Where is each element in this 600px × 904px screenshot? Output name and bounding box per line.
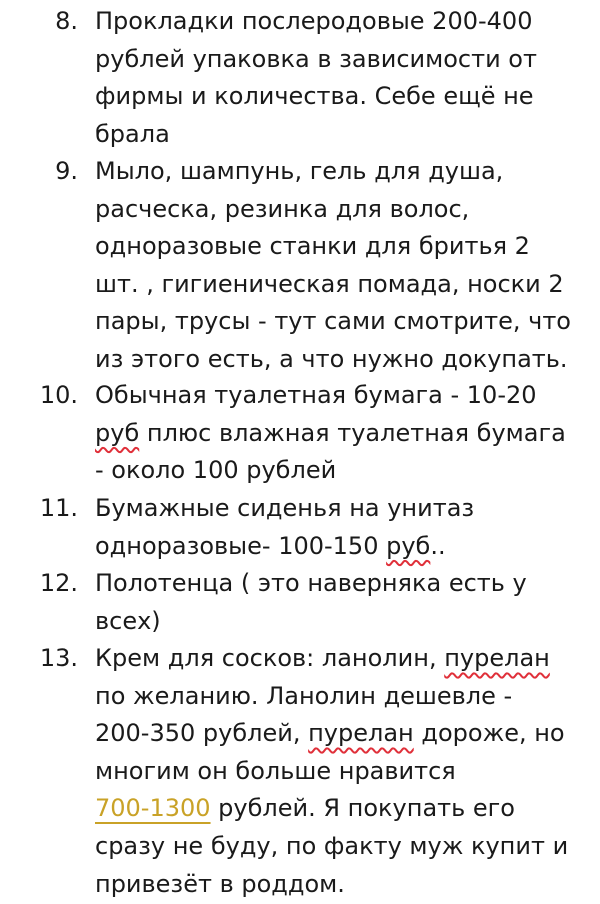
list-item-text: [95, 640, 569, 903]
text-fragment: рублей. Я покупать его: [210, 794, 515, 823]
spellcheck-word[interactable]: руб: [95, 418, 140, 447]
text-line: Прокладки послеродовые 200-400: [95, 7, 533, 35]
text-line: [95, 715, 565, 753]
text-line: - около 100 рублей: [95, 456, 337, 485]
text-fragment: ..: [430, 531, 446, 560]
text-line: Полотенца ( это наверняка есть у: [95, 569, 527, 597]
list-number: 11.: [39, 494, 78, 522]
list-item-text: [95, 377, 565, 490]
text-line: из этого есть, а что нужно докупать.: [95, 344, 568, 373]
text-line: рублей упаковка в зависимости от: [95, 44, 537, 73]
spellcheck-word[interactable]: пурелан: [308, 719, 414, 748]
list-number: 9.: [55, 157, 78, 185]
text-line: пары, трусы - тут сами смотрите, что: [95, 307, 571, 336]
text-line: [95, 640, 565, 678]
text-line: Бумажные сиденья на унитаз: [95, 494, 475, 522]
list-item-text: [95, 3, 565, 153]
text-line: многим он больше нравится: [95, 756, 456, 785]
text-line: сразу не буду, по факту муж купит и: [95, 831, 569, 860]
text-line: Обычная туалетная бумага - 10-20: [95, 381, 537, 409]
spellcheck-word[interactable]: руб: [386, 531, 431, 560]
text-line: шт. , гигиеническая помада, носки 2: [95, 269, 564, 298]
text-fragment: плюс влажная туалетная бумага: [139, 418, 566, 447]
text-fragment: дороже, но: [413, 719, 565, 748]
text-line: расческа, резинка для волос,: [95, 194, 470, 223]
list-item-text: [95, 565, 565, 640]
text-fragment: одноразовые- 100-150: [95, 531, 387, 560]
list-item-text: [95, 153, 571, 379]
list-item-text: [95, 490, 565, 565]
text-line: брала: [95, 119, 170, 148]
spellcheck-word[interactable]: пурелан: [444, 644, 550, 672]
text-line: всех): [95, 606, 161, 635]
text-line: Мыло, шампунь, гель для душа,: [95, 157, 504, 185]
text-fragment: Крем для сосков: ланолин,: [95, 644, 445, 672]
text-line: [95, 528, 565, 566]
list-number: 13.: [39, 644, 78, 672]
text-line: по желанию. Ланолин дешевле -: [95, 681, 513, 710]
list-number: 10.: [39, 381, 78, 409]
price-link[interactable]: 700-1300: [95, 794, 211, 823]
text-line: привезёт в роддом.: [95, 869, 345, 898]
text-fragment: 200-350 рублей,: [95, 719, 309, 748]
list-number: 12.: [39, 569, 78, 597]
text-line: фирмы и количества. Себе ещё не: [95, 82, 534, 111]
text-line: одноразовые станки для бритья 2: [95, 232, 530, 261]
text-line: [95, 790, 565, 828]
text-line: [95, 415, 565, 453]
list-number: 8.: [55, 7, 78, 35]
